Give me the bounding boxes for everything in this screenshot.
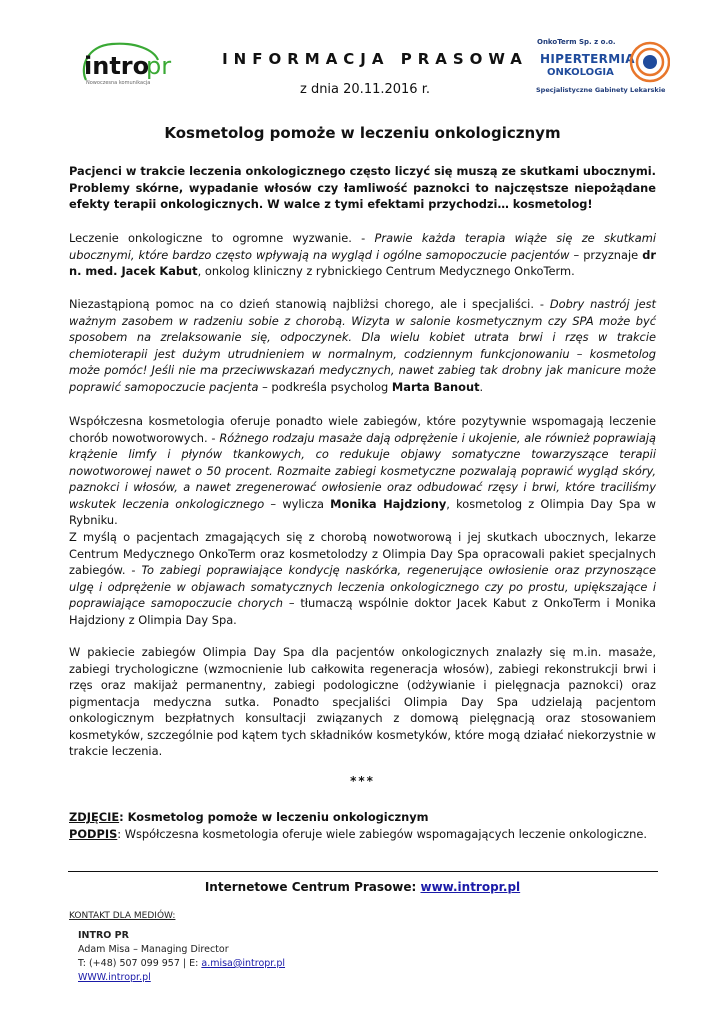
paragraph-5: W pakiecie zabiegów Olimpia Day Spa dla pacjentów onkologicznych znalazły się m.in. masaże, zabiegi trychologiczne (wzmocnienie lub całkowita regeneracja włosów), zabiegi rekonstrukcji brwi i rzęs oraz makijaż permanentny, zabiegi podologiczne (odżywianie i pielęgnacja paznokci) oraz pigmentacja medyczna sutka. Ponadto specjaliści Olimpia Day Spa udzielają pacjentom onkologicznym bezpłatnych konsultacji związanych z domową pielęgnacją oraz stosowaniem kosmetyków, szczególnie pod kątem tych składników kosmetyków, które mogą działać niekorzystnie w trakcie leczenia. xyxy=(69,645,656,758)
logo-brand-intro: intro xyxy=(84,52,150,80)
contact-person: Adam Misa – Managing Director xyxy=(78,944,229,955)
onko-name-line2: ONKOLOGIA xyxy=(547,67,614,78)
onko-company: OnkoTerm Sp. z o.o. xyxy=(537,38,616,46)
contact-heading: KONTAKT DLA MEDIÓW: xyxy=(69,911,176,921)
onkoterm-logo-icon xyxy=(626,40,670,84)
lead-paragraph: Pacjenci w trakcie leczenia onkologicznego często liczyć się muszą ze skutkami ubocznymi. Problemy skórne, wypadanie włosów czy łamliwość paznokci to najczęstsze niepożądane efekty terapii onkologicznych. W walce z tymi efektami przychodzi… kosmetolog! xyxy=(69,164,656,211)
onko-subtitle: Specjalistyczne Gabinety Lekarskie xyxy=(536,86,666,94)
photo-signature: PODPIS: Współczesna kosmetologia oferuje wiele zabiegów wspomagających leczenie onkologiczne. xyxy=(69,827,647,841)
section-separator: *** xyxy=(350,774,375,788)
paragraph-2: Niezastąpioną pomoc na co dzień stanowią najbliżsi chorego, ale i specjaliści. - Dobry nastrój jest ważnym zasobem w radzeniu sobie z chorobą. Wizyta w salonie kosmetycznym czy SPA może być sposobem na zrelaksowanie się, odpoczynek. Dla wielu kobiet utrata brwi i rzęs w trakcie chemioterapii jest dużym utrudnieniem w normalnym, codziennym funkcjonowaniu – kosmetolog może pomóc! Jeśli nie ma przeciwwskazań medycznych, nawet zabieg tak drobny jak manicure może poprawić samopoczucie pacjenta – podkreśla psycholog Marta Banout. xyxy=(69,297,656,394)
onko-name-line1: HIPERTERMIA xyxy=(540,52,635,66)
paragraph-3: Współczesna kosmetologia oferuje ponadto wiele zabiegów, które pozytywnie wspomagają leczenie chorób nowotworowych. - Różnego rodzaju masaże dają odprężenie i ukojenie, ale również poprawiają krążenie limfy i płynów tkankowych, co redukuje objawy somatyczne towarzyszące terapii nowotworowej nawet o 50 procent. Rozmaite zabiegi kosmetyczne pozwalają poprawić wygląd skóry, paznokci i włosów, a nawet zregenerować owłosienie oraz odbudować rzęsy i brwi, które traciliśmy wskutek leczenia onkologicznego – wylicza Monika Hajdziony, kosmetolog z Olimpia Day Spa w Rybniku. xyxy=(69,414,657,527)
photo-caption: ZDJĘCIE: Kosmetolog pomoże w leczeniu onkologicznym xyxy=(69,810,429,824)
intropr-logo xyxy=(76,40,182,90)
press-center-link[interactable]: www.intropr.pl xyxy=(420,880,521,894)
contact-website-link[interactable]: WWW.intropr.pl xyxy=(78,972,151,983)
contact-phone-email: T: (+48) 507 099 957 | E: a.misa@intropr.pl xyxy=(78,958,286,969)
contact-email-link[interactable]: a.misa@intropr.pl xyxy=(201,958,286,969)
contact-website xyxy=(78,972,151,983)
divider-line xyxy=(68,871,658,872)
header-title: INFORMACJA PRASOWA xyxy=(222,50,528,68)
paragraph-1: Leczenie onkologiczne to ogromne wyzwanie. - Prawie każda terapia wiąże się ze skutkami ubocznymi, które bardzo często wpływają na wygląd i ogólne samopoczucie pacjentów – przyznaje dr n. med. Jacek Kabut, onkolog kliniczny z rybnickiego Centrum Medycznego OnkoTerm. xyxy=(69,231,656,278)
headline: Kosmetolog pomoże w leczeniu onkologicznym xyxy=(164,124,561,142)
paragraph-4: Z myślą o pacjentach zmagających się z chorobą nowotworową i jej skutkach ubocznych, lekarze Centrum Medycznego OnkoTerm oraz kosmetolodzy z Olimpia Day Spa opracowali pakiet specjalnych zabiegów. - To zabiegi poprawiające kondycję naskórka, regenerujące owłosienie oraz przynoszące ulgę i odprężenie w objawach somatycznych leczenia onkologicznego czy po prostu, upiększające i poprawiające samopoczucie chorych – tłumaczą wspólnie doktor Jacek Kabut z OnkoTerm i Monika Hajdziony z Olimpia Day Spa. xyxy=(69,530,657,627)
press-center: Internetowe Centrum Prasowe: www.intropr.pl xyxy=(204,880,521,894)
logo-tagline: Nowoczesna komunikacja xyxy=(86,80,151,86)
logo-brand-pr: pr xyxy=(146,52,172,80)
header-date: z dnia 20.11.2016 r. xyxy=(299,82,430,97)
contact-org: INTRO PR xyxy=(78,930,129,941)
